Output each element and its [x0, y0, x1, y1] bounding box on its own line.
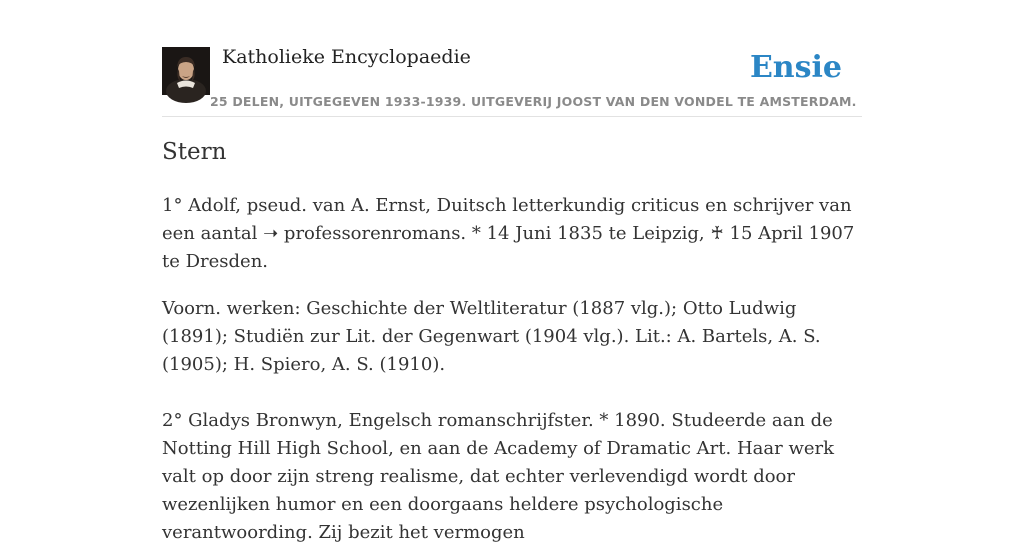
- entry-paragraph: 1° Adolf, pseud. van A. Ernst, Duitsch letterkundig criticus en schrijver van een aantal ➝ professorenromans. * 14 Juni 1835 te Leipzig, ♰ 15 April 1907 te Dresden.: [162, 195, 855, 272]
- vondel-portrait-icon: [162, 47, 210, 95]
- publication-header: [162, 46, 862, 117]
- ensie-logo-link[interactable]: Ensie: [749, 50, 842, 85]
- entry-paragraph: Voorn. werken: Geschichte der Weltliteratur (1887 vlg.); Otto Ludwig (1891); Studiën zur Lit. der Gegenwart (1904 vlg.). Lit.: A. Bartels, A. S. (1905); H. Spiero, A. S. (1910).: [162, 298, 821, 375]
- entry-paragraph: 2° Gladys Bronwyn, Engelsch romanschrijfster. * 1890. Studeerde aan de Notting Hill High School, en aan de Academy of Dramatic Art. Haar werk valt op door zijn streng realisme, dat echter verlevendigd wordt door wezenlijken humor en een doorgaans heldere psychologische verantwoording. Zij bezit het vermogen: [162, 410, 835, 543]
- entry-body: [162, 192, 862, 547]
- publication-title-link[interactable]: Katholieke Encyclopaedie: [222, 46, 471, 68]
- publication-avatar[interactable]: [162, 47, 210, 95]
- entry-title: Stern: [162, 139, 227, 165]
- publication-subtitle: 25 DELEN, UITGEGEVEN 1933-1939. UITGEVERIJ JOOST VAN DEN VONDEL TE AMSTERDAM.: [210, 94, 857, 109]
